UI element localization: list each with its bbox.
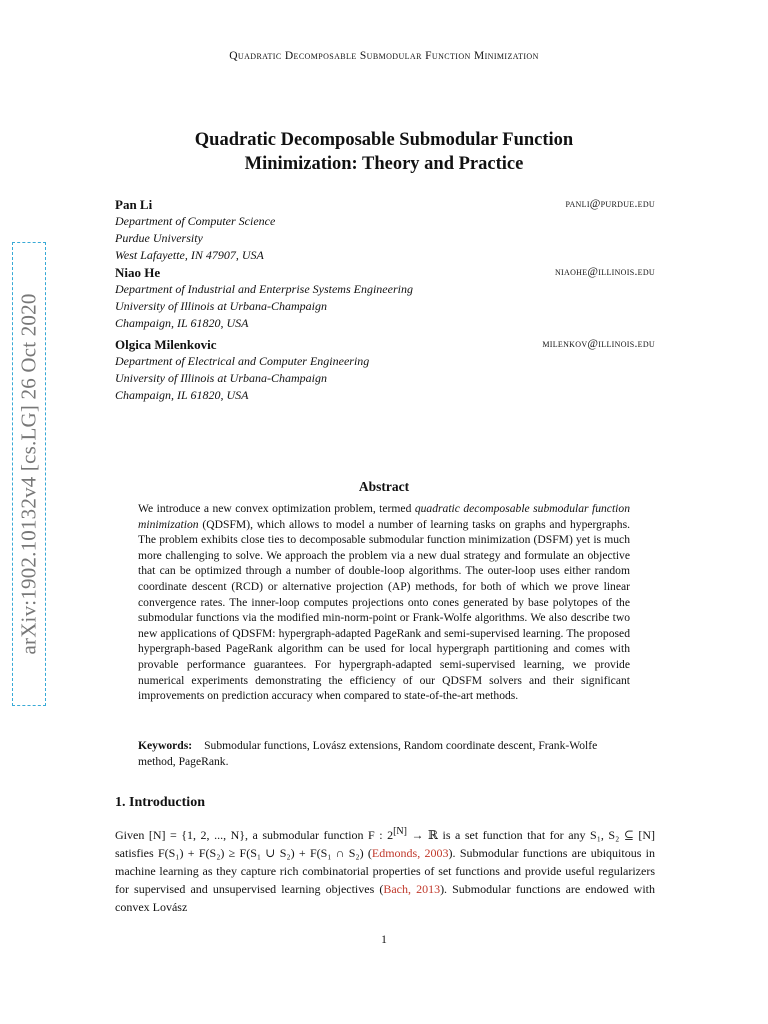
author-block-3 (115, 336, 655, 404)
intro-segment: ). Submodular functions are ubiquitous in machine learning as they capture rich combinatorial properties of set functions and provide useful regularizers for supervised and unsupervised learning objectives ( (115, 846, 656, 896)
abstract-heading: Abstract (358, 479, 410, 494)
author-affiliation: West Lafayette, IN 47907, USA (115, 248, 264, 262)
arxiv-stamp-text: arXiv:1902.10132v4 [cs.LG] 26 Oct 2020 (16, 293, 41, 655)
title-line-2: Minimization: Theory and Practice (244, 154, 524, 174)
intro-segment: Given [N] = {1, 2, ..., N}, a submodular function F : 2 (115, 828, 394, 842)
author-affiliation: Purdue University (115, 231, 203, 245)
author-affiliation: Department of Electrical and Computer Engineering (115, 354, 370, 368)
author-block-2 (115, 264, 655, 332)
citation-separator: , (407, 882, 417, 896)
author-affiliation: Department of Computer Science (115, 214, 276, 228)
author-email[interactable]: milenkov@illinois.edu (542, 338, 655, 350)
abstract-term: quadratic decomposable submodular function minimization (138, 502, 630, 531)
author-affiliation: University of Illinois at Urbana-Champaign (115, 371, 327, 385)
abstract-paragraph (138, 501, 630, 704)
author-email[interactable]: niaohe@illinois.edu (554, 266, 655, 278)
intro-segment: → ℝ is a set function that for any S₁, S₂ ⊆ [N] satisfies F(S₁) + F(S₂) ≥ F(S₁ ∪ S₂) + F(S₁ ∩ S₂) ( (115, 828, 655, 860)
intro-superscript: [N] (393, 826, 407, 837)
author-email[interactable]: panli@purdue.edu (565, 198, 655, 210)
citation-link-bach[interactable] (383, 882, 440, 896)
running-head: Quadratic Decomposable Submodular Function Minimization (229, 50, 539, 62)
citation-year: 2013 (416, 882, 441, 896)
citation-author: Bach (383, 882, 408, 896)
paper-title (0, 128, 768, 176)
author-name: Pan Li (115, 197, 153, 212)
keywords (138, 738, 630, 769)
abstract-text: (QDSFM), which allows to model a number of learning tasks on graphs and hypergraphs. The problem exhibits close ties to decomposable submodular function minimization (DSFM) yet is much more challenging to solve. We approach the problem via a new dual strategy and formulate an objective that can be optimized through a number of double-loop algorithms. The outer-loop uses either random coordinate descent (RCD) or alternative projection (AP) methods, for both of which we prove linear convergence rates. The inner-loop computes projections onto cones generated by base polytopes of the submodular functions via the modified min-norm-point or Frank-Wolfe algorithms. We also describe two new applications of QDSFM: hypergraph-adapted PageRank and semi-supervised learning. The proposed hypergraph-based PageRank algorithm can be used for local hypergraph partitioning and comes with provable performance guarantees. For hypergraph-adapted semi-supervised learning, we provide numerical experiments demonstrating the efficiency of our QDSFM solvers and their significant improvements on prediction accuracy when compared to state-of-the-art methods. (138, 517, 630, 703)
page-number: 1 (381, 934, 387, 946)
section-heading: 1. Introduction (115, 795, 205, 810)
citation-year: 2003 (424, 846, 449, 860)
citation-separator: , (417, 846, 425, 860)
citation-link-edmonds[interactable] (372, 846, 449, 860)
author-affiliation: University of Illinois at Urbana-Champaign (115, 299, 327, 313)
author-affiliation: Champaign, IL 61820, USA (115, 388, 249, 402)
author-affiliation: Champaign, IL 61820, USA (115, 316, 249, 330)
author-affiliation: Department of Industrial and Enterprise Systems Engineering (115, 282, 413, 296)
keywords-text: Submodular functions, Lovász extensions, Random coordinate descent, Frank-Wolfe method, PageRank. (138, 739, 598, 768)
arxiv-stamp[interactable] (12, 242, 46, 706)
intro-segment: ). Submodular functions are endowed with convex Lovász (115, 882, 656, 914)
abstract-text: We introduce a new convex optimization problem, termed (138, 502, 415, 515)
author-block-1 (115, 196, 655, 264)
citation-author: Edmonds (371, 846, 418, 860)
title-line-1: Quadratic Decomposable Submodular Function (194, 130, 574, 150)
keywords-label: Keywords: (138, 739, 193, 752)
abstract-body (138, 501, 630, 704)
intro-paragraph (115, 823, 655, 916)
intro-text (115, 823, 655, 916)
author-name: Niao He (115, 265, 161, 280)
author-name: Olgica Milenkovic (115, 337, 217, 352)
